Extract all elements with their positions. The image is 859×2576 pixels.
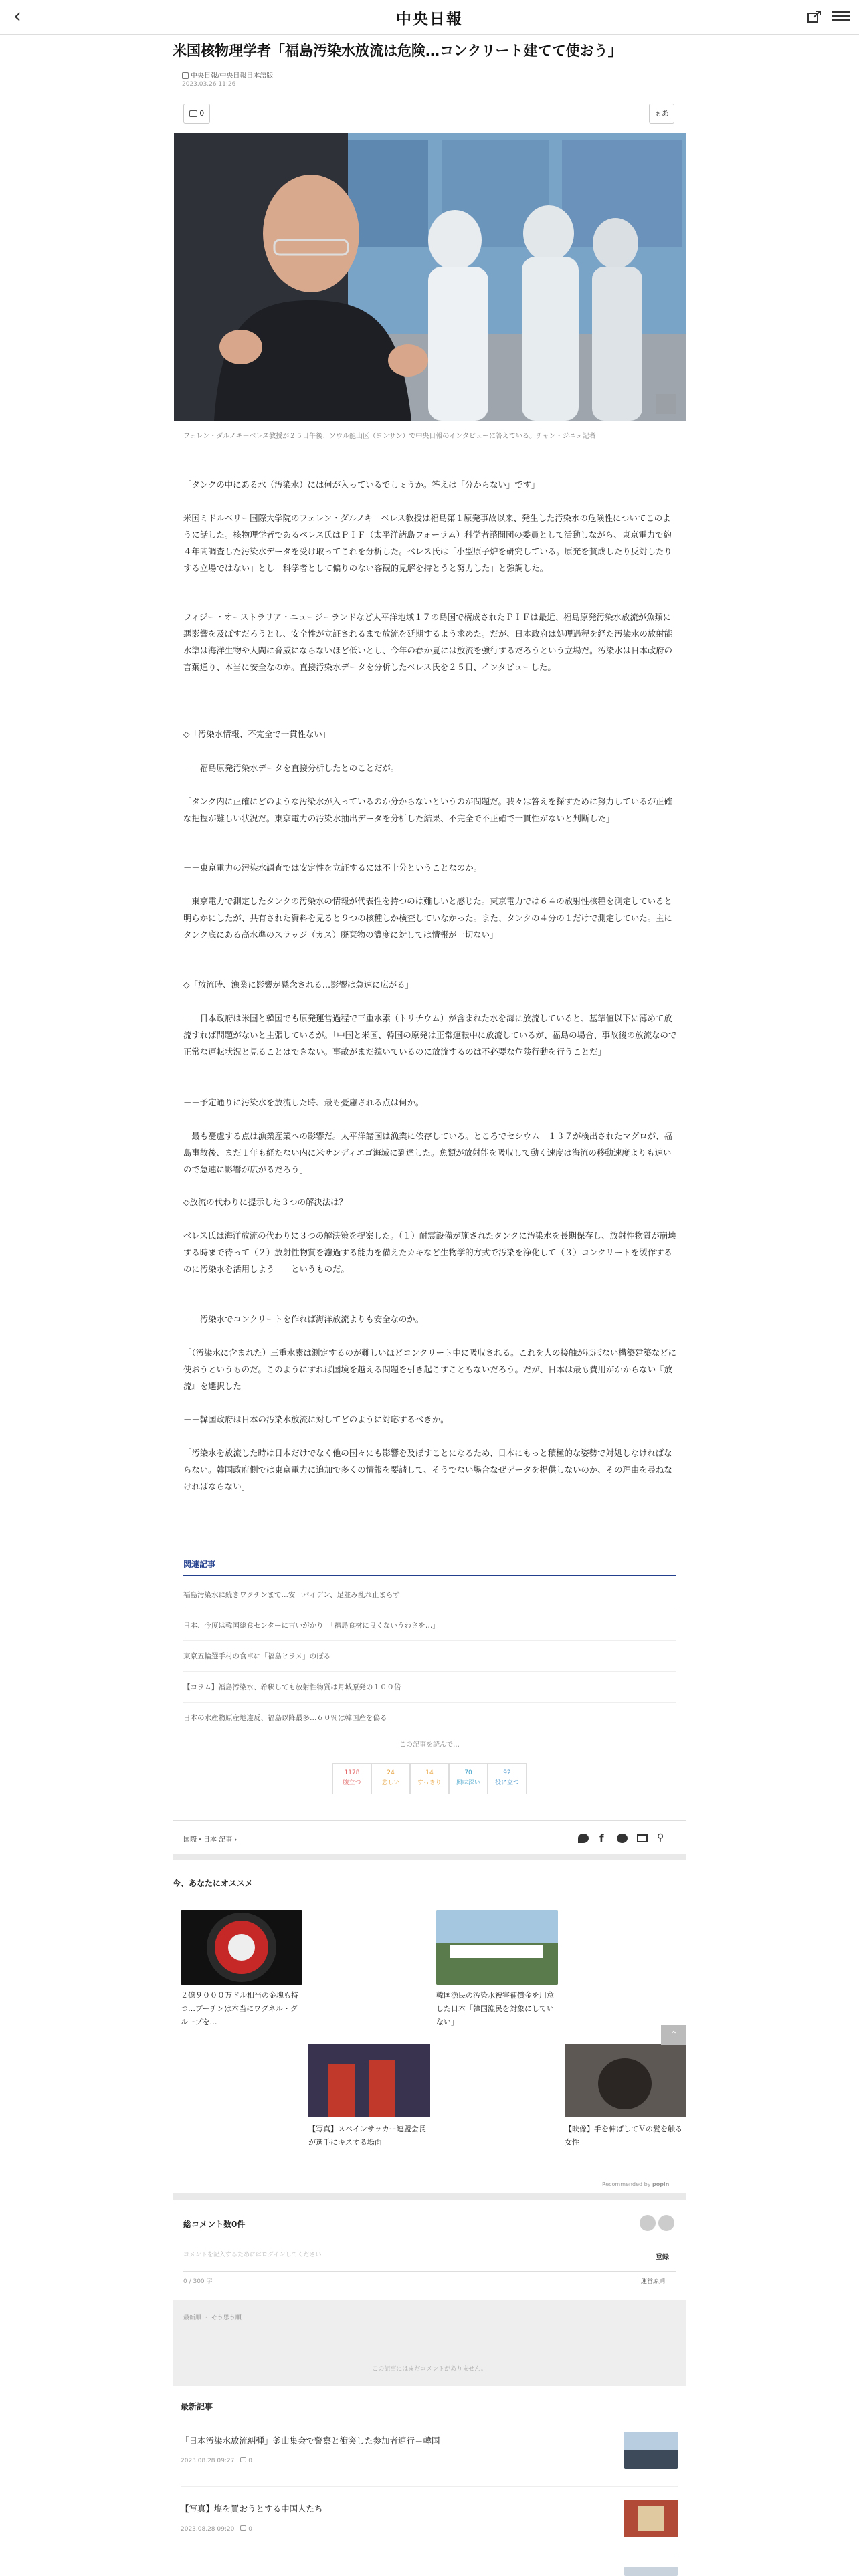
recommend-image[interactable] — [308, 2044, 430, 2117]
paragraph: －－日本政府は米国と韓国でも原発運営過程で三重水素（トリチウム）が含まれた水を海に放流していると、基準値以下に薄めて放流すれば問題がないと主張しているが。「中国と米国、韓国の原発は正常運転中に放流しているが、福島の場合、事故後の放流なので正常な運転状況と見ることはできない。事故がまだ続いているのに放流するのは不必要な危険行動を行うことだ」 — [183, 1013, 677, 1057]
divider — [173, 1820, 686, 1821]
category-label: 国際・日本 記事 — [183, 1836, 233, 1844]
latest-item-meta — [181, 2456, 252, 2464]
reaction-count: 14 — [425, 1769, 434, 1776]
reaction-count: 1178 — [344, 1769, 360, 1776]
recommend-item[interactable]: 韓国漁民の汚染水被害補償金を用意した日本「韓国漁民を対象にしていない」 — [436, 1991, 554, 2026]
policy-link[interactable]: 運営原則 — [641, 2278, 666, 2285]
reaction-helpful[interactable] — [488, 1763, 527, 1794]
carousel-up-icon[interactable]: ⌃ — [661, 2025, 686, 2045]
comments-title — [183, 2218, 245, 2230]
top-bar — [0, 0, 859, 35]
comment-icon — [189, 110, 197, 117]
paragraph: フィジー・オーストラリア・ニュージーランドなど太平洋地域１７の島国で構成されたＰＩＦは最近、福島原発汚染水放流が魚類に悪影響を及ぼすだろうとし、安全性が立証されるまで放流を延期するよう求めた。だが、日本政府は処理過程を経た汚染水の放射能水準は海洋生物や人間に脅威にならないほど低いとし、今年の春か夏には放流を強行するだろうという立場だ。汚染水は日本政府の言葉通り、本当に安全なのか。直接汚染水データを分析したベレス氏を２５日、インタビューした。 — [183, 612, 673, 672]
reaction-count: 70 — [464, 1769, 472, 1776]
reaction-angry[interactable] — [332, 1763, 371, 1794]
comment-count: 0 — [199, 109, 205, 118]
question: －－予定通りに汚染水を放流した時、最も憂慮される点は何か。 — [183, 1097, 424, 1107]
link-icon[interactable]: ⚲ — [657, 1832, 664, 1843]
source-text: 中央日報/中央日報日本語版 — [191, 72, 274, 80]
recommend-image[interactable] — [436, 1910, 558, 1985]
site-logo[interactable]: 中央日報 — [396, 10, 463, 28]
recommend-item[interactable]: 【写真】スペインサッカー連盟会長が選手にキスする場面 — [308, 2125, 426, 2147]
related-item[interactable]: 東京五輪選手村の食卓に「福島ヒラメ」のぼる — [183, 1641, 676, 1672]
related-divider — [183, 1575, 676, 1576]
comments-count: 0件 — [231, 2220, 246, 2229]
share-icon[interactable] — [807, 9, 823, 24]
latest-item-thumb[interactable] — [624, 2567, 678, 2576]
reaction-label: 悲しい — [381, 1780, 400, 1786]
recommend-image[interactable] — [181, 1910, 302, 1985]
subheading: ◇「汚染水情報、不完全で一貫性ない」 — [183, 729, 331, 739]
paragraph: 「最も憂慮する点は漁業産業への影響だ。太平洋諸国は漁業に依存している。ところでセシウム－１３７が検出されたマグロが、福島事故後、まだ１年も経たない内に米サンディエゴ海域に到達した。魚類が放射能を吸収して動く速度は海流の移動速度よりも速いので急速に影響が広がるだろう」 — [183, 1131, 672, 1174]
recommend-item[interactable]: ２億９０００万ドル相当の金塊も持つ…プーチンは本当にワグネル・グループを… — [181, 1991, 298, 2026]
article-source — [182, 70, 273, 80]
mail-icon[interactable] — [637, 1834, 648, 1842]
empty-comments: この記事にはまだコメントがありません。 — [372, 2366, 487, 2373]
latest-item-date: 2023.08.28 09:27 — [181, 2458, 235, 2464]
reaction-label: 役に立つ — [494, 1780, 519, 1786]
latest-item-date: 2023.08.28 09:20 — [181, 2526, 235, 2533]
latest-item-title[interactable]: 【写真】塩を買おうとする中国人たち — [181, 2504, 323, 2514]
subheading: ◇放流の代わりに提示した３つの解決法は？ — [183, 1197, 347, 1207]
subheading: ◇「放流時、漁業に影響が懸念される…影響は急速に広がる」 — [183, 980, 414, 990]
latest-item-thumb[interactable] — [624, 2432, 678, 2469]
twitter-icon[interactable] — [578, 1834, 589, 1843]
reaction-count: 24 — [387, 1769, 395, 1776]
reaction-refreshing[interactable] — [410, 1763, 449, 1794]
paragraph: 米国ミドルベリー国際大学院のフェレン・ダルノキ－ベレス教授は福島第１原発事故以来、発生した汚染水の危険性についてこのように話した。核物理学者であるベレス氏はＰＩＦ（太平洋諸島フォーラム）科学者諮問団の委員として活動しながら、東京電力で約４年間調査した汚染水データを受け取ってこれを分析した。ベレス氏は「小型原子炉を研究している。原発を賛成したり反対したりする立場ではない」とし「科学者として偏りのない客観的見解を持とうと努力した」と強調した。 — [183, 513, 672, 573]
comment-input[interactable]: コメントを記入するためにはログインしてください — [183, 2252, 322, 2258]
comment-icon — [240, 2457, 246, 2462]
question: －－汚染水でコンクリートを作れば海洋放流よりも安全なのか。 — [183, 1314, 424, 1324]
latest-item-thumb[interactable] — [624, 2500, 678, 2537]
article-photo — [174, 133, 686, 421]
article-date: 2023.03.26 11:26 — [182, 81, 236, 88]
recommend-item[interactable]: 【映像】手を伸ばしてＶの髪を触る女性 — [565, 2125, 682, 2147]
font-size-button[interactable]: ぁあ — [649, 104, 674, 124]
latest-item-title[interactable]: 「日本汚染水放流糾弾」釜山集会で警察と衝突した参加者連行＝韓国 — [181, 2436, 440, 2446]
recommend-title: 今、あなたにオススメ — [173, 1879, 253, 1888]
latest-item-meta — [181, 2524, 252, 2533]
article-title: 米国核物理学者「福島汚染水放流は危険…コンクリート建てて使おう」 — [173, 43, 622, 59]
menu-icon[interactable] — [832, 9, 850, 24]
sort-tabs[interactable]: 最新順 ・ そう思う順 — [183, 2315, 242, 2321]
reaction-interesting[interactable] — [449, 1763, 488, 1794]
question: －－福島原発汚染水データを直接分析したとのことだが。 — [183, 763, 399, 773]
recommend-image[interactable] — [565, 2044, 686, 2117]
question: －－東京電力の汚染水調査では安定性を立証するには不十分ということなのか。 — [183, 863, 482, 873]
section-band — [173, 1854, 686, 1860]
paragraph: 「タンク内に正確にどのような汚染水が入っているのか分からないというのが問題だ。我々は答えを探すために努力しているが正確な把握が難しい状況だ。東京電力の汚染水抽出データを分析した結果、不完全で不正確で一貫性がないと判断した」 — [183, 796, 672, 823]
latest-item-comments: 0 — [248, 2526, 252, 2533]
paragraph: 「（汚染水に含まれた）三重水素は測定するのが難しいほどコンクリート中に吸収される。これを人の接触がほぼない構築建築などに使おうというものだ。このようにすれば国境を越える問題を引き起こすこともないだろう。だが、日本は最も費用がかからない『放流』を選択した」 — [183, 1348, 676, 1391]
paragraph: 「東京電力で測定したタンクの汚染水の情報が代表性を持つのは難しいと感じた。東京電力では６４の放射性核種を測定していると明らかにしたが、共有された資料を見ると９つの核種しか検査していなかった。また、タンクの４分の１だけで測定していた。主にタンク底にある高水準のスラッジ（カス）廃棄物の濃度に対しては情報が一切ない」 — [183, 896, 672, 940]
comment-count-button[interactable] — [183, 104, 210, 124]
comment-icon — [240, 2525, 246, 2531]
reaction-label: 腹立つ — [343, 1780, 361, 1786]
related-item[interactable]: 日本、今度は韓国総食センターに言いがかり 「福島食材に良くないうわさを…」 — [183, 1610, 676, 1641]
question: －－韓国政府は日本の汚染水放流に対してどのように対応するべきか。 — [183, 1414, 449, 1424]
divider — [183, 2271, 676, 2272]
popin-logo: popin — [652, 2181, 670, 2187]
twitter-login-icon[interactable] — [640, 2215, 656, 2231]
related-item[interactable]: 【コラム】福島汚染水、希釈しても放射性物質は月城原発の１００倍 — [183, 1672, 676, 1703]
paragraph: 「汚染水を放流した時は日本だけでなく他の国々にも影響を及ぼすことになるため、日本にもっと積極的な姿勢で対処しなければならない。韓国政府側では東京電力に追加で多くの情報を要請して、そうでない場合なぜデータを提供しないのか、その理由を尋ねなければならない」 — [183, 1448, 672, 1491]
reaction-prompt: この記事を読んで… — [399, 1741, 460, 1749]
char-count: 0 / 300 字 — [183, 2278, 213, 2285]
facebook-login-icon[interactable] — [658, 2215, 674, 2231]
latest-item-comments: 0 — [248, 2458, 252, 2464]
latest-title: 最新記事 — [181, 2402, 213, 2411]
related-title: 関連記事 — [183, 1560, 216, 1569]
facebook-icon[interactable]: f — [599, 1832, 604, 1844]
comments-title-text: 総コメント数 — [183, 2220, 232, 2229]
source-icon — [182, 72, 189, 79]
comments-list — [173, 2300, 686, 2386]
paragraph: ベレス氏は海洋放流の代わりに３つの解決策を提案した。（１）耐震設備が施されたタンクに汚染水を長期保存し、放射性物質が崩壊する時まで待って（２）放射性物質を濾過する能力を備えたカキなど生物学的方式で汚染を浄化して（３）コンクリートを製作するのに汚染水を活用しよう－－というものだ。 — [183, 1230, 676, 1274]
reaction-count: 92 — [503, 1769, 511, 1776]
login-button[interactable]: 登録 — [656, 2254, 669, 2261]
divider — [181, 2486, 678, 2487]
recommended-by-text: Recommended by — [602, 2181, 651, 2187]
paragraph: 「タンクの中にある水（汚染水）には何が入っているでしょうか。答えは「分からない」です」 — [183, 479, 540, 490]
back-icon[interactable]: ‹ — [13, 5, 21, 28]
related-item[interactable]: 日本の水産物原産地違反、福島以降最多…６０％は韓国産を偽る — [183, 1703, 676, 1733]
related-item[interactable]: 福島汚染水に続きワクチンまで…安一バイデン、足並み乱れ止まらず — [183, 1580, 676, 1610]
reaction-label: 興味深い — [456, 1780, 480, 1786]
line-icon[interactable] — [617, 1834, 628, 1843]
photo-caption: フェレン・ダルノキ－ベレス教授が２５日午後、ソウル龍山区（ヨンサン）で中央日報のインタビューに答えている。チャン・ジニュ記者 — [183, 433, 596, 440]
section-band — [173, 2193, 686, 2200]
category-link[interactable]: 国際・日本 記事 › — [183, 1836, 237, 1844]
reaction-label: すっきり — [417, 1780, 442, 1786]
reaction-sad[interactable] — [371, 1763, 410, 1794]
recommended-by — [602, 2181, 669, 2187]
share-bar — [578, 1832, 678, 1844]
